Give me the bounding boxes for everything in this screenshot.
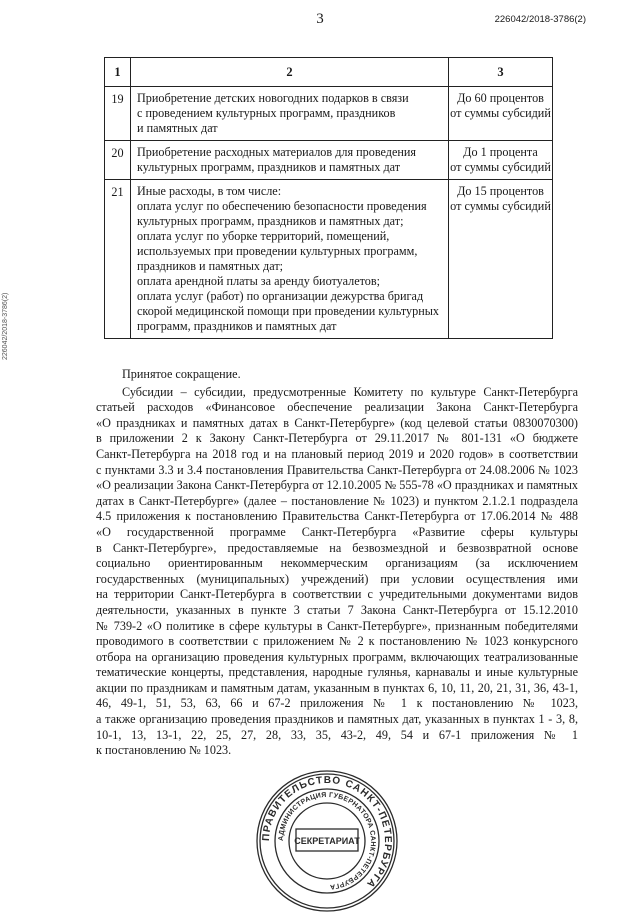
expenses-table bbox=[104, 57, 553, 339]
body-line: в приложении 2 к Закону Санкт-Петербурга от 29.11.2017 № 801-131 «О бюджете bbox=[96, 431, 578, 446]
body-line: в Санкт-Петербурге», предоставляемые на безвозмездной и безвозвратной основе bbox=[96, 540, 578, 555]
side-document-code: 226042/2018-3786(2) bbox=[2, 292, 9, 360]
row-number: 19 bbox=[105, 87, 131, 141]
column-header: 2 bbox=[131, 58, 449, 87]
body-line: статьей расходов «Финансовое обеспечение реализации Закона Санкт-Петербурга bbox=[96, 400, 578, 415]
row-limit: До 1 процента от суммы субсидий bbox=[449, 141, 553, 180]
body-line: государственных (муниципальных) учреждений) при условии осуществления ими bbox=[96, 571, 578, 586]
table-row bbox=[105, 141, 553, 180]
seal-outer-text: ПРАВИТЕЛЬСТВО САНКТ-ПЕТЕРБУРГА bbox=[260, 774, 394, 890]
body-text bbox=[96, 367, 578, 759]
table-row bbox=[105, 87, 553, 141]
body-line: «О праздниках и памятных датах в Санкт-Петербурге» (код целевой статьи 0830070300) bbox=[96, 415, 578, 430]
secretariat-stamp-seal bbox=[252, 766, 402, 916]
body-line: «О государственной программе Санкт-Петербурга «Развитие сферы культуры bbox=[96, 524, 578, 539]
row-description: Приобретение детских новогодних подарков в связи с проведением культурных программ, праздников и памятных дат bbox=[131, 87, 449, 141]
body-line: 4.5 приложения к постановлению Правительства Санкт-Петербурга от 17.06.2014 № 488 bbox=[96, 509, 578, 524]
body-line: Санкт-Петербурга на 2018 год и на плановый период 2019 и 2020 годов» в соответствии bbox=[96, 446, 578, 461]
seal-center-text: СЕКРЕТАРИАТ bbox=[294, 836, 360, 846]
row-description: Приобретение расходных материалов для проведения культурных программ, праздников и памятных дат bbox=[131, 141, 449, 180]
body-line: акции по праздникам и памятным датам, указанным в пунктах 6, 10, 11, 20, 21, 31, 36, 43-1, bbox=[96, 680, 578, 695]
body-line: с пунктами 3.3 и 3.4 постановления Правительства Санкт-Петербурга от 24.08.2006 № 1023 bbox=[96, 462, 578, 477]
body-line: 10-1, 13, 13-1, 22, 25, 27, 28, 33, 35, 43-2, 49, 54 и 67-1 приложения № 1 bbox=[96, 727, 578, 742]
body-line: № 739-2 «О политике в сфере культуры в Санкт-Петербурге», признанным победителями bbox=[96, 618, 578, 633]
body-line: датах в Санкт-Петербурге» (далее – постановление № 1023) и пунктом 2.1.2.1 подраздела bbox=[96, 493, 578, 508]
body-line: к постановлению № 1023. bbox=[96, 743, 232, 758]
page-number: 3 bbox=[316, 11, 324, 27]
body-line: деятельности, указанных в пункте 3 статьи 7 Закона Санкт-Петербурга от 15.12.2010 bbox=[96, 602, 578, 617]
row-description: Иные расходы, в том числе: оплата услуг по обеспечению безопасности проведения культурных программ, праздников и памятных дат; оплата услуг по уборке территорий, помещений, используемых при проведении культурных программ, праздников и памятных дат; оплата арендной платы за аренду биотуалетов; оплата услуг (работ) по организации дежурства бригад скорой медицинской помощи при проведении культурных программ, праздников и памятных дат bbox=[131, 180, 449, 339]
document-code: 226042/2018-3786(2) bbox=[494, 14, 586, 25]
body-line: «О реализации Закона Санкт-Петербурга от 12.10.2005 № 555-78 «О праздниках и памятных bbox=[96, 478, 578, 493]
body-line: Субсидии – субсидии, предусмотренные Комитету по культуре Санкт-Петербурга bbox=[122, 384, 578, 399]
row-limit: До 60 процентов от суммы субсидий bbox=[449, 87, 553, 141]
abbreviation-heading: Принятое сокращение. bbox=[122, 367, 241, 381]
body-line: 46, 49-1, 51, 53, 63, 66 и 67-2 приложения № 1 к постановлению № 1023, bbox=[96, 696, 578, 711]
table-row bbox=[105, 180, 553, 339]
seal-inner-text: АДМИНИСТРАЦИЯ ГУБЕРНАТОРА САНКТ-ПЕТЕРБУРГА bbox=[277, 791, 377, 890]
body-line: проводимого в соответствии с приложением № 2 к постановлению № 1023 конкурсного bbox=[96, 634, 578, 649]
body-line: а также организацию проведения праздников и памятных дат, указанных в пунктах 1 - 3, 8, bbox=[96, 712, 578, 727]
body-line: на территории Санкт-Петербурга в соответствии с учредительными документами видов bbox=[96, 587, 578, 602]
body-line: тематические концерты, представления, народные гулянья, карнавалы и иные культурные bbox=[96, 665, 578, 680]
row-number: 21 bbox=[105, 180, 131, 339]
body-line: отбора на организацию проведения культурных программ, включающих театрализованные bbox=[96, 649, 578, 664]
row-limit: До 15 процентов от суммы субсидий bbox=[449, 180, 553, 339]
row-number: 20 bbox=[105, 141, 131, 180]
table-header-row bbox=[105, 58, 553, 87]
column-header: 1 bbox=[105, 58, 131, 87]
body-line: социально ориентированным некоммерческим организациям (за исключением bbox=[96, 556, 578, 571]
column-header: 3 bbox=[449, 58, 553, 87]
